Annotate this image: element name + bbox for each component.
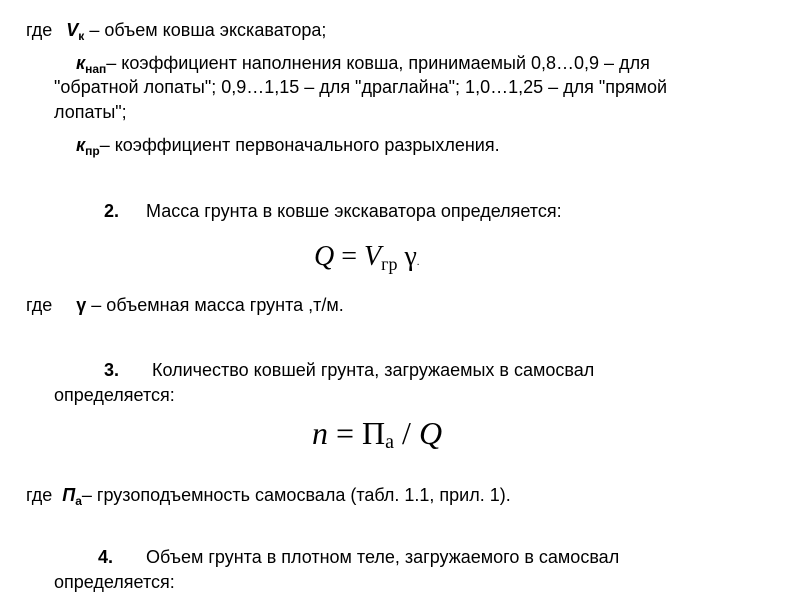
formula-n-symbol: n (312, 415, 328, 451)
gde-label-2: где (26, 295, 53, 315)
knap-text-3: лопаты"; (54, 102, 127, 122)
gamma-definition (26, 294, 344, 316)
formula-equals-2: = (336, 415, 355, 451)
item-3-text-1: Количество ковшей грунта, загружаемых в самосвал (152, 360, 595, 380)
formula-slash: / (402, 415, 411, 451)
pa-definition (26, 484, 511, 512)
knap-symbol: $к_{нап}$ (76, 53, 107, 76)
item-4-number: 4. (98, 547, 114, 567)
item-4-heading (98, 546, 619, 568)
item-4-text-1: Объем грунта в плотном теле, загружаемого в самосвал (146, 547, 620, 567)
item-2-heading (104, 200, 562, 222)
formula-v-subscript: гр (381, 254, 398, 274)
knap-text-1: – коэффициент наполнения ковша, принимаемый 0,8…0,9 – для (106, 53, 650, 73)
gde-label: где (26, 20, 53, 40)
vk-symbol: $V_к$ (66, 20, 85, 43)
formula-equals: = (341, 241, 358, 272)
vk-definition (26, 19, 326, 47)
item-3-heading (104, 359, 594, 381)
item-4-text-2: определяется: (54, 572, 175, 592)
item-2-text: Масса грунта в ковше экскаватора определяется: (146, 201, 562, 221)
kpr-symbol: $к_{пр}$ (76, 135, 100, 158)
formula-q-symbol-2: Q (418, 415, 443, 451)
vk-text: – объем ковша экскаватора; (84, 20, 327, 40)
pa-symbol: $П_а$ (62, 485, 82, 508)
gamma-symbol: γ (76, 295, 87, 315)
gamma-text: – объемная масса грунта ,т/м. (86, 295, 344, 315)
formula-mass: Q = Vгр γ. (314, 241, 420, 274)
item-3-text-2: определяется: (54, 385, 175, 405)
knap-text-2: "обратной лопаты"; 0,9…1,15 – для "драглайна"; 1,0…1,25 – для "прямой (54, 77, 668, 97)
gde-label-3: где (26, 485, 53, 505)
item-2-number: 2. (104, 201, 120, 221)
formula-q-symbol: Q (314, 241, 335, 272)
formula-v-symbol: V (364, 241, 382, 272)
item-3-number: 3. (104, 360, 120, 380)
kpr-text: – коэффициент первоначального разрыхления. (99, 135, 500, 155)
formula-bucket-count (312, 414, 442, 461)
formula-pi-symbol: П (362, 415, 386, 451)
kpr-definition (76, 134, 500, 162)
pa-text: – грузоподъемность самосвала (табл. 1.1, прил. 1). (81, 485, 511, 505)
formula-pi-subscript: а (385, 431, 395, 453)
formula-gamma-symbol: γ (404, 241, 417, 272)
